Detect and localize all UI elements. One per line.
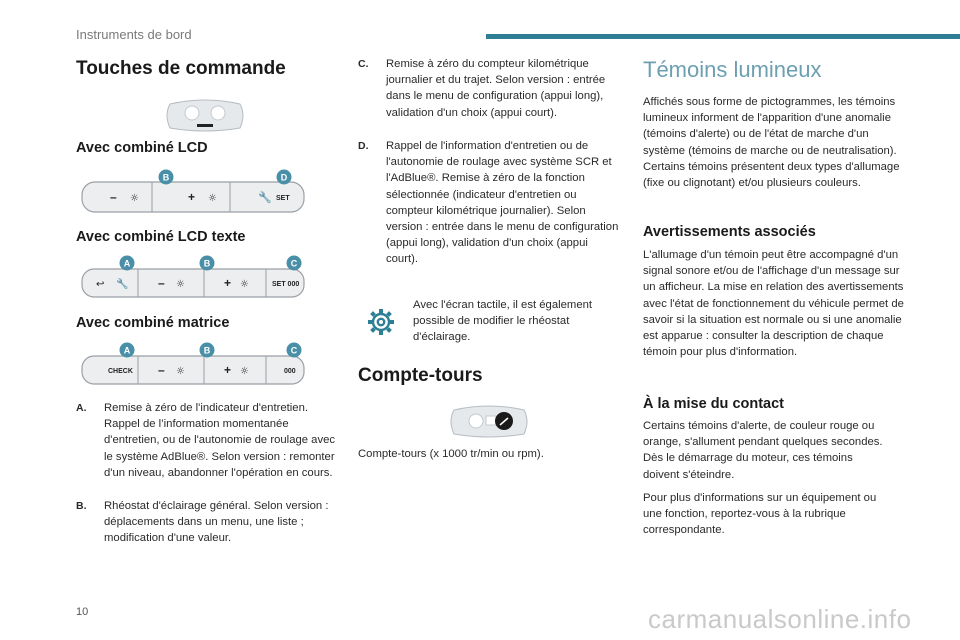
svg-text:☼: ☼: [240, 279, 249, 290]
svg-text:–: –: [158, 276, 165, 290]
section-title: Instruments de bord: [76, 27, 192, 42]
svg-text:↩: ↩: [96, 279, 105, 290]
warning-lights-title: Témoins lumineux: [643, 57, 822, 82]
svg-text:C: C: [290, 258, 298, 269]
svg-text:🔧: 🔧: [116, 279, 129, 290]
ignition-text: Certains témoins d'alerte, de couleur rouge ou orange, s'allument pendant quelques secondes. Dès le démarrage du moteur, ces témoins doivent s'éteindre.: [643, 420, 883, 481]
rev-counter-title: Compte-tours: [358, 365, 483, 386]
svg-text:🔧: 🔧: [258, 191, 272, 204]
svg-text:C: C: [290, 345, 298, 356]
badge-b: B: [162, 172, 170, 183]
svg-text:A: A: [123, 345, 131, 356]
svg-text:B: B: [203, 345, 211, 356]
lcd-text-control-panel: [80, 253, 308, 299]
list-item-b: B. Rhéostat d'éclairage général. Selon version : déplacements dans un menu, une liste ; modification d'une valeur.: [76, 500, 329, 545]
svg-text:B: B: [203, 258, 211, 269]
lcd-title: Avec combiné LCD: [76, 140, 208, 156]
badge-d: D: [280, 172, 288, 183]
svg-text:☼: ☼: [176, 366, 185, 377]
matrix-check-label: CHECK: [108, 368, 133, 375]
lcd-text-title: Avec combiné LCD texte: [76, 229, 246, 245]
associated-warnings-title: Avertissements associés: [643, 224, 816, 240]
lcd-text-set-label: SET 000: [272, 281, 300, 288]
list-item-c: C. Remise à zéro du compteur kilométrique journalier et du trajet. Selon version : entrée dans le menu de configuration (appui long), validation d'un choix (appui court).: [358, 58, 606, 119]
svg-text:☼: ☼: [176, 279, 185, 290]
rev-counter-text: Compte-tours (x 1000 tr/min ou rpm).: [358, 448, 544, 460]
svg-text:☼: ☼: [208, 193, 217, 204]
page-number: 10: [76, 606, 89, 618]
svg-text:☼: ☼: [130, 193, 139, 204]
list-item-d: D. Rappel de l'information d'entretien ou de l'autonomie de roulage avec système SCR et l'AdBlue®. Remise à zéro de la fonction sélectionnée (indicateur d'entretien ou compteur kilométrique journalier). Selon version : entrée dans le menu de configuration (appui long), validation d'un choix (appui court).: [358, 140, 619, 266]
matrix-zero-label: 000: [284, 368, 296, 375]
dashboard-thumbnail-icon: [164, 98, 246, 132]
svg-text:+: +: [224, 363, 232, 377]
svg-text:+: +: [188, 190, 196, 204]
controls-title: Touches de commande: [76, 58, 286, 79]
svg-text:☼: ☼: [240, 366, 249, 377]
watermark: carmanualsonline.info: [648, 604, 912, 634]
more-info-text: Pour plus d'informations sur un équipement ou une fonction, reportez-vous à la rubrique correspondante.: [643, 492, 877, 537]
gear-icon: [366, 307, 396, 337]
svg-text:–: –: [110, 190, 117, 204]
warning-lights-intro: Affichés sous forme de pictogrammes, les témoins lumineux informent de l'apparition d'une anomalie (témoins d'alerte) ou de l'état de marche d'un système (témoins de marche ou de neutralisation). Certains témoins présentent deux types d'allumage (fixe ou clignotant) et/ou plusieurs couleurs.: [643, 96, 900, 190]
rev-counter-thumbnail-icon: [448, 404, 530, 438]
ignition-title: À la mise du contact: [643, 396, 785, 412]
svg-text:A: A: [123, 258, 131, 269]
lcd-set-label: SET: [276, 195, 290, 202]
associated-warnings-text: L'allumage d'un témoin peut être accompagné d'un signal sonore et/ou de l'affichage d'un message sur un afficheur. La mise en relation des avertissements avec l'état de fonctionnement du véhicule permet de savoir si la situation est normale ou si une anomalie est apparue : consulter la description de chaque témoin pour plus d'information.: [643, 249, 904, 359]
header-accent-bar: [486, 34, 960, 39]
list-item-a: A. Remise à zéro de l'indicateur d'entretien. Rappel de l’information momentanée d'entretien, ou de l'autonomie de roulage avec le système AdBlue®. Selon version : remonter d'un niveau, abandonner l'opération en cours.: [76, 402, 336, 479]
lcd-control-panel: [80, 168, 308, 214]
matrix-control-panel: [80, 340, 308, 386]
svg-text:–: –: [158, 363, 165, 377]
matrix-title: Avec combiné matrice: [76, 315, 230, 331]
touchscreen-tip: Avec l'écran tactile, il est également possible de modifier le rhéostat d'éclairage.: [413, 299, 593, 344]
svg-text:+: +: [224, 276, 232, 290]
